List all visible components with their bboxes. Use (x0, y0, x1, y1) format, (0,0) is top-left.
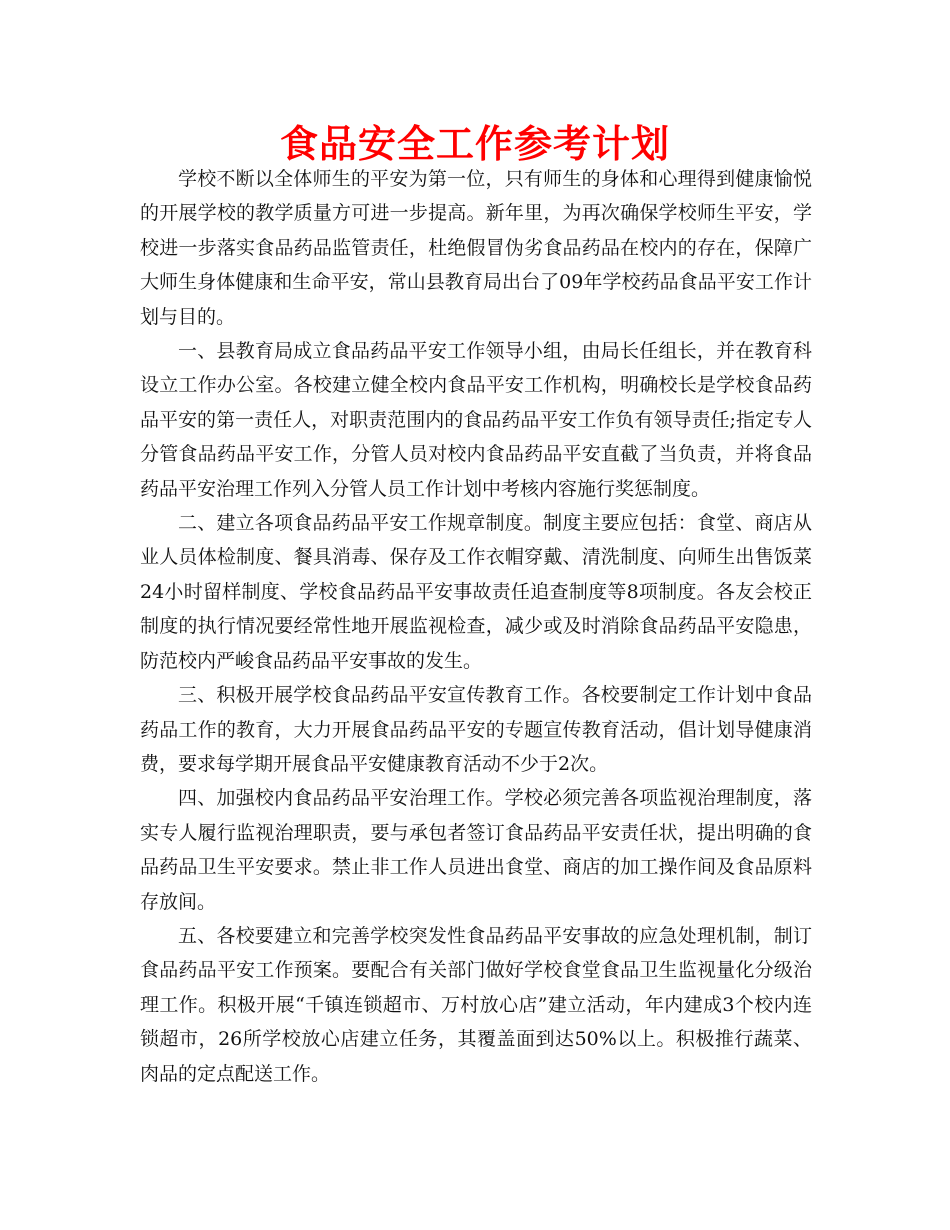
paragraph-section-3: 三、积极开展学校食品药品平安宣传教育工作。各校要制定工作计划中食品药品工作的教育，大力开展食品药品平安的专题宣传教育活动，倡计划导健康消费，要求每学期开展食品平安健康教育活动不少于2次。 (140, 684, 812, 775)
paragraph-section-2: 二、建立各项食品药品平安工作规章制度。制度主要应包括：食堂、商店从业人员体检制度、餐具消毒、保存及工作衣帽穿戴、清洗制度、向师生出售饭菜24小时留样制度、学校食品药品平安事故责任追查制度等8项制度。各友会校正制度的执行情况要经常性地开展监视检查，减少或及时消除食品药品平安隐患，防范校内严峻食品药品平安事故的发生。 (140, 512, 812, 672)
paragraph-section-4: 四、加强校内食品药品平安治理工作。学校必须完善各项监视治理制度，落实专人履行监视治理职责，要与承包者签订食品药品平安责任状，提出明确的食品药品卫生平安要求。禁止非工作人员进出食堂、商店的加工操作间及食品原料存放间。 (140, 787, 812, 913)
paragraph-intro: 学校不断以全体师生的平安为第一位，只有师生的身体和心理得到健康愉悦的开展学校的教学质量方可进一步提高。新年里，为再次确保学校师生平安，学校进一步落实食品药品监管责任，杜绝假冒伪劣食品药品在校内的存在，保障广大师生身体健康和生命平安，常山县教育局出台了09年学校药品食品平安工作计划与目的。 (140, 168, 812, 328)
paragraph-section-5: 五、各校要建立和完善学校突发性食品药品平安事故的应急处理机制，制订食品药品平安工作预案。要配合有关部门做好学校食堂食品卫生监视量化分级治理工作。积极开展“千镇连锁超市、万村放心店”建立活动，年内建成3个校内连锁超市，26所学校放心店建立任务，其覆盖面到达50%以上。积极推行蔬菜、肉品的定点配送工作。 (140, 924, 812, 1085)
document-title: 食品安全工作参考计划 (279, 122, 670, 166)
document-body (140, 162, 812, 1091)
paragraph-section-1: 一、县教育局成立食品药品平安工作领导小组，由局长任组长，并在教育科设立工作办公室。各校建立健全校内食品平安工作机构，明确校长是学校食品药品平安的第一责任人，对职责范围内的食品药品平安工作负有领导责任;指定专人分管食品药品平安工作，分管人员对校内食品药品平安直截了当负责，并将食品药品平安治理工作列入分管人员工作计划中考核内容施行奖惩制度。 (140, 340, 812, 500)
